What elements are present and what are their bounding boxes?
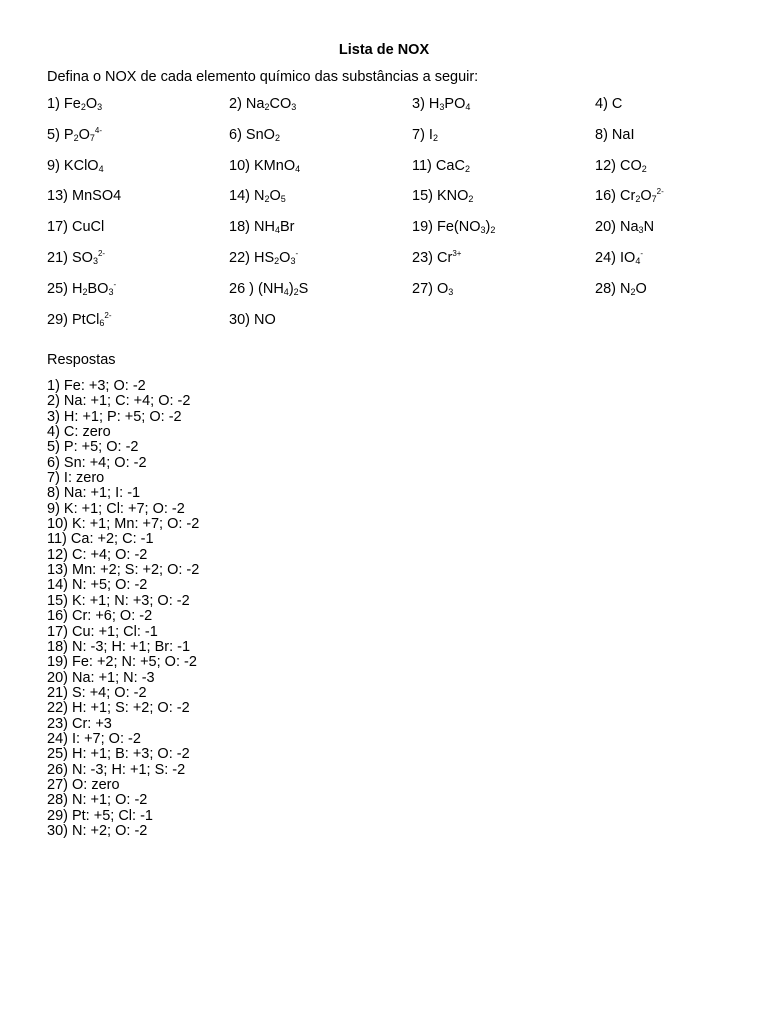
question-item <box>47 311 229 342</box>
answer-item: 13) Mn: +2; S: +2; O: -2 <box>47 562 200 579</box>
answer-item: 22) H: +1; S: +2; O: -2 <box>47 700 190 717</box>
answer-item: 7) I: zero <box>47 470 105 487</box>
formula-text: NH <box>254 219 275 236</box>
question-item <box>595 187 747 218</box>
answer-item: 15) K: +1; N: +3; O: -2 <box>47 592 190 609</box>
question-item <box>47 218 229 249</box>
formula-sub: 7 <box>89 132 95 143</box>
question-number: 10) <box>229 157 254 174</box>
chemical-formula <box>258 281 308 297</box>
answer-item: 14) N: +5; O: -2 <box>47 577 148 594</box>
question-number: 20) <box>595 219 620 236</box>
chemical-formula <box>246 96 296 112</box>
question-number: 21) <box>47 249 72 266</box>
question-item <box>595 157 747 188</box>
chemical-formula <box>436 158 470 174</box>
formula-sub: 4 <box>295 163 301 174</box>
answer-item: 12) C: +4; O: -2 <box>47 546 148 563</box>
question-item <box>412 218 595 249</box>
answer-item: 27) O: zero <box>47 776 120 793</box>
question-number: 15) <box>412 188 437 205</box>
formula-sup: 3+ <box>452 248 462 258</box>
answer-item: 9) K: +1; Cl: +7; O: -2 <box>47 500 185 517</box>
formula-text: Na <box>245 96 265 112</box>
question-number: 22) <box>229 249 254 266</box>
chemical-formula <box>254 158 300 174</box>
formula-text: Cr <box>437 249 453 266</box>
answer-item: 2) Na: +1; C: +4; O: -2 <box>47 393 191 410</box>
formula-text: O <box>635 280 647 297</box>
chemical-formula <box>72 219 104 235</box>
formula-text: ) <box>288 280 294 297</box>
formula-sub: 2 <box>73 132 79 143</box>
formula-sup: 2- <box>104 310 112 320</box>
chemical-formula <box>246 127 280 143</box>
chemical-formula <box>254 219 294 235</box>
question-item <box>412 95 595 126</box>
question-item <box>412 249 595 280</box>
formula-text: Fe(NO <box>437 219 481 236</box>
chemical-formula <box>620 188 664 204</box>
question-number: 23) <box>412 249 437 266</box>
question-number: 14) <box>229 188 254 205</box>
question-number: 11) <box>412 157 436 174</box>
formula-sub: 3 <box>480 225 486 236</box>
formula-text: SO <box>72 249 93 266</box>
question-number: 9) <box>47 157 64 174</box>
formula-sub: 4 <box>283 286 289 297</box>
formula-text: Na <box>620 219 639 236</box>
question-number: 13) <box>47 188 72 205</box>
formula-sub: 3 <box>92 255 98 266</box>
question-number: 18) <box>229 219 254 236</box>
instruction-text: Defina o NOX de cada elemento químico das substâncias a seguir: <box>47 69 479 85</box>
answer-item: 26) N: -3; H: +1; S: -2 <box>47 761 186 778</box>
formula-text: HS <box>254 249 275 266</box>
formula-sub: 2 <box>464 163 470 174</box>
answer-item: 5) P: +5; O: -2 <box>47 439 139 456</box>
formula-text: ) <box>485 219 491 236</box>
answer-item: 10) K: +1; Mn: +7; O: -2 <box>47 516 200 533</box>
question-number: 24) <box>595 249 620 266</box>
formula-sub: 2 <box>635 194 641 205</box>
formula-text: N <box>620 280 631 297</box>
formula-text: BO <box>87 280 109 297</box>
chemical-formula <box>429 96 470 112</box>
question-item <box>229 126 412 157</box>
question-item <box>595 249 747 280</box>
formula-text: KNO <box>437 188 469 205</box>
formula-text: PO <box>444 96 466 112</box>
question-item <box>412 126 595 157</box>
chemical-formula <box>254 312 276 328</box>
question-item <box>47 249 229 280</box>
question-number: 30) <box>229 311 254 328</box>
formula-text: O <box>640 188 652 205</box>
answer-item: 3) H: +1; P: +5; O: -2 <box>47 408 182 425</box>
chemical-formula <box>254 188 286 204</box>
question-item <box>47 95 229 126</box>
formula-sub: 6 <box>99 317 105 328</box>
question-number: 26 ) <box>229 280 259 297</box>
question-item <box>229 280 412 311</box>
answer-item: 11) Ca: +2; C: -1 <box>47 531 154 548</box>
page-title: Lista de NOX <box>338 42 430 58</box>
answer-item: 19) Fe: +2; N: +5; O: -2 <box>47 654 197 671</box>
formula-sub: 2 <box>274 132 280 143</box>
formula-sub: 2 <box>293 286 299 297</box>
chemical-formula <box>437 281 453 297</box>
formula-text: N <box>643 219 655 236</box>
formula-text: NaI <box>611 126 635 143</box>
chemical-formula <box>620 281 647 297</box>
formula-text: N <box>254 188 265 205</box>
formula-text: S <box>298 280 309 297</box>
answer-item: 8) Na: +1; I: -1 <box>47 485 141 502</box>
formula-sub: 2 <box>264 194 270 205</box>
formula-sub: 2 <box>630 286 636 297</box>
formula-sub: 2 <box>82 286 88 297</box>
question-item <box>412 187 595 218</box>
formula-sub: 3 <box>108 286 114 297</box>
formula-text: CuCl <box>72 219 105 236</box>
formula-text: CO <box>620 157 642 174</box>
formula-sub: 3 <box>290 255 296 266</box>
answer-item: 17) Cu: +1; Cl: -1 <box>47 623 158 640</box>
answer-item: 29) Pt: +5; Cl: -1 <box>47 807 153 824</box>
formula-text: Fe <box>63 96 81 112</box>
question-item <box>595 95 747 126</box>
question-number: 28) <box>595 280 620 297</box>
formula-text: H <box>428 96 440 112</box>
question-number: 6) <box>229 126 246 143</box>
question-number: 12) <box>595 157 620 174</box>
formula-text: CO <box>269 96 292 112</box>
chemical-formula <box>64 158 104 174</box>
question-number: 8) <box>595 126 612 143</box>
question-number: 29) <box>47 311 72 328</box>
answer-item: 4) C: zero <box>47 424 111 441</box>
formula-sub: 4 <box>465 102 471 112</box>
question-number: 4) <box>595 96 612 112</box>
question-number: 19) <box>412 219 437 236</box>
formula-sub: 2 <box>468 194 474 205</box>
chemical-formula <box>437 219 495 235</box>
question-number: 7) <box>412 126 429 143</box>
chemical-formula <box>612 127 635 143</box>
formula-sub: 5 <box>280 194 286 205</box>
formula-sub: 2 <box>432 132 438 143</box>
formula-sub: 2 <box>490 225 496 236</box>
question-item <box>229 249 412 280</box>
answer-item: 24) I: +7; O: -2 <box>47 730 141 747</box>
question-number: 5) <box>47 126 64 143</box>
answer-item: 23) Cr: +3 <box>47 715 112 732</box>
formula-sup: - <box>640 248 643 258</box>
question-item <box>229 218 412 249</box>
formula-sub: 7 <box>651 194 657 205</box>
formula-text: Br <box>279 219 295 236</box>
answer-item: 20) Na: +1; N: -3 <box>47 669 155 686</box>
formula-text: I <box>428 126 433 143</box>
chemical-formula <box>620 158 647 174</box>
formula-sub: 4 <box>274 225 280 236</box>
chemical-formula <box>620 250 643 266</box>
question-number: 16) <box>595 188 620 205</box>
formula-text: Cr <box>620 188 636 205</box>
question-grid <box>47 95 747 341</box>
formula-sub: 3 <box>439 102 445 112</box>
question-number: 3) <box>412 96 429 112</box>
formula-text: MnSO4 <box>72 188 122 205</box>
question-number: 1) <box>47 96 64 112</box>
formula-sub: 2 <box>264 102 270 112</box>
formula-text: O <box>437 280 449 297</box>
answer-item: 28) N: +1; O: -2 <box>47 792 148 809</box>
chemical-formula <box>72 188 121 204</box>
formula-text: IO <box>620 249 636 266</box>
answers-list <box>47 379 199 839</box>
question-number: 25) <box>47 280 72 297</box>
formula-sub: 2 <box>641 163 647 174</box>
question-item <box>229 311 412 342</box>
formula-text: O <box>78 126 90 143</box>
chemical-formula <box>620 219 654 235</box>
question-item <box>412 157 595 188</box>
question-item <box>595 280 747 311</box>
formula-sup: - <box>295 248 299 258</box>
formula-sup: 2- <box>656 187 664 197</box>
formula-text: O <box>85 96 98 112</box>
question-item <box>47 126 229 157</box>
formula-text: P <box>63 126 74 143</box>
formula-sub: 2 <box>274 255 280 266</box>
question-item <box>47 187 229 218</box>
formula-sup: - <box>113 279 117 289</box>
chemical-formula <box>64 96 102 112</box>
question-item <box>229 187 412 218</box>
question-item <box>229 95 412 126</box>
formula-text: PtCl <box>72 311 100 328</box>
answer-item: 6) Sn: +4; O: -2 <box>47 454 147 471</box>
answers-heading: Respostas <box>47 352 116 368</box>
question-item <box>229 157 412 188</box>
formula-text: O <box>279 249 291 266</box>
formula-sub: 3 <box>291 102 297 112</box>
answer-item: 18) N: -3; H: +1; Br: -1 <box>47 638 191 655</box>
formula-sub: 3 <box>97 102 103 112</box>
formula-text: H <box>72 280 83 297</box>
question-number: 27) <box>412 280 437 297</box>
chemical-formula <box>437 188 473 204</box>
formula-text: NO <box>254 311 276 328</box>
question-number: 2) <box>229 96 246 112</box>
formula-text: KMnO <box>254 157 296 174</box>
answer-item: 25) H: +1; B: +3; O: -2 <box>47 746 190 763</box>
formula-sub: 4 <box>98 163 104 174</box>
formula-sup: 2- <box>97 248 106 258</box>
chemical-formula <box>72 281 116 297</box>
formula-sub: 3 <box>448 286 454 297</box>
chemical-formula <box>64 127 102 143</box>
formula-text: KClO <box>63 157 99 174</box>
question-item <box>595 218 747 249</box>
chemical-formula <box>429 127 438 143</box>
answer-item: 1) Fe: +3; O: -2 <box>47 378 146 394</box>
formula-sub: 3 <box>638 225 644 236</box>
formula-sup: 4- <box>94 125 103 135</box>
question-item <box>47 280 229 311</box>
answer-item: 30) N: +2; O: -2 <box>47 822 148 839</box>
formula-text: C <box>611 96 623 112</box>
chemical-formula <box>72 250 105 266</box>
chemical-formula <box>254 250 298 266</box>
answer-item: 16) Cr: +6; O: -2 <box>47 608 153 625</box>
chemical-formula <box>437 250 461 266</box>
question-number: 17) <box>47 219 72 236</box>
answer-item: 21) S: +4; O: -2 <box>47 684 147 701</box>
formula-sub: 2 <box>80 102 86 112</box>
chemical-formula <box>612 96 622 112</box>
chemical-formula <box>72 312 112 328</box>
question-item <box>412 280 595 311</box>
question-item <box>595 126 747 157</box>
formula-sub: 4 <box>635 255 641 266</box>
formula-text: (NH <box>258 280 284 297</box>
formula-text: O <box>269 188 281 205</box>
formula-text: SnO <box>245 126 275 143</box>
formula-text: CaC <box>435 157 465 174</box>
question-item <box>47 157 229 188</box>
